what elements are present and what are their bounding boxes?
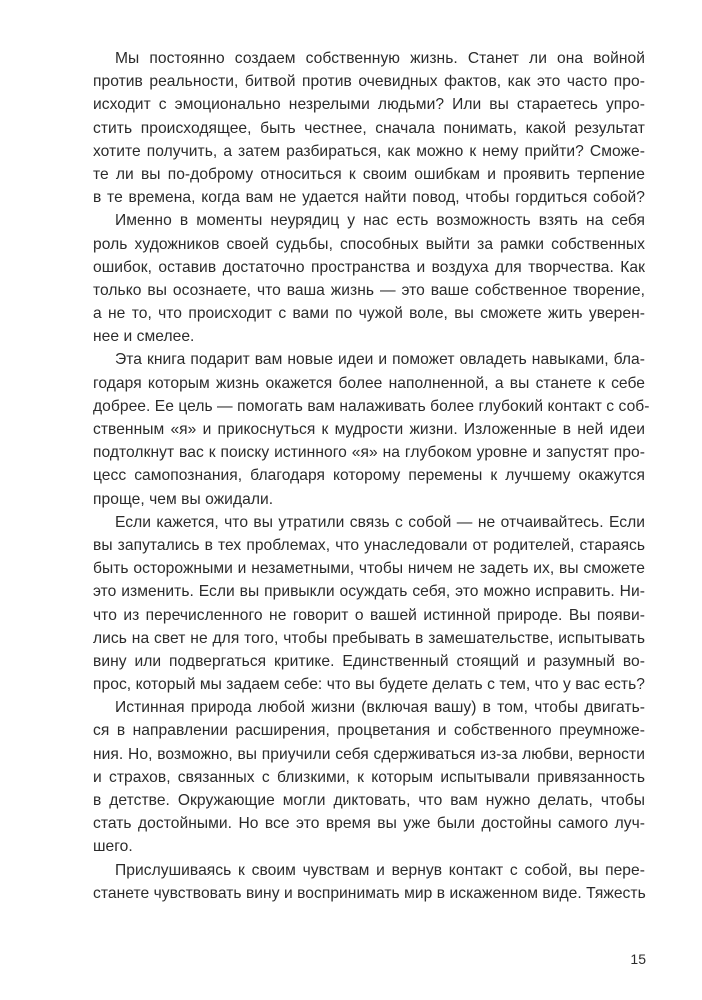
text-line: против реальности, битвой против очевидных фактов, как это часто про- [93,73,645,91]
text-line: исходит с эмоционально незрелыми людьми? Или вы стараетесь упро- [93,96,645,114]
text-line: только вы осознаете, что ваша жизнь — это ваше собственное творение, [93,281,645,299]
text-line: те ли вы по-доброму относиться к своим ошибкам и проявить терпение [93,165,645,183]
text-line: Мы постоянно создаем собственную жизнь. Станет ли она войной [115,50,645,67]
text-line: вы запутались в тех проблемах, что унаследовали от родителей, стараясь [93,536,645,554]
text-line: шего. [93,838,133,856]
text-line: проще, чем вы ожидали. [93,490,274,508]
text-line: цесс самопознания, благодаря которому перемены к лучшему окажутся [93,467,645,485]
text-line: нее и смелее. [93,328,195,346]
text-line: Эта книга подарит вам новые идеи и поможет овладеть навыками, бла- [115,351,645,369]
text-line: ственным «я» и прикоснуться к мудрости жизни. Изложенные в ней идеи [93,421,645,438]
text-line: что из перечисленного не говорит о вашей истинной природе. Вы появи- [93,606,645,624]
text-line: быть осторожными и незаметными, чтобы ничем не задеть их, вы сможете [93,560,645,578]
text-line: подтолкнут вас к поиску истинного «я» на глубоком уровне и запустят про- [93,444,645,462]
text-line: роль художников своей судьбы, способных выйти за рамки собственных [93,235,645,253]
text-line: в те времена, когда вам не удается найти повод, чтобы гордиться собой? [93,189,645,207]
text-line: в детстве. Окружающие могли диктовать, что вам нужно делать, чтобы [93,792,645,809]
text-line: стить происходящее, быть честнее, сначала понимать, какой результат [93,119,645,137]
text-line: Именно в моменты неурядиц у нас есть возможность взять на себя [115,212,645,230]
text-line: лись на свет не для того, чтобы пребывать в замешательстве, испытывать [93,629,645,647]
text-line: и страхов, связанных с близкими, к которым испытывали привязанность [93,768,645,786]
text-line: ния. Но, возможно, вы приучили себя сдерживаться из-за любви, верности [93,745,645,763]
text-line: вину или подвергаться критике. Единственный стоящий и разумный во- [93,652,645,670]
text-line: Истинная природа любой жизни (включая вашу) в том, чтобы двигать- [115,699,645,717]
page-number: 15 [630,951,646,967]
text-line: Прислушиваясь к своим чувствам и вернув контакт с собой, вы пере- [115,861,645,879]
text-line: добрее. Ее цель — помогать вам налаживать более глубокий контакт с соб- [93,397,650,415]
text-line: а не то, что происходит с вами по чужой воле, вы сможете жить уверен- [93,305,645,323]
text-line: годаря которым жизнь окажется более наполненной, а вы станете к себе [93,374,645,392]
text-line: ошибок, оставив достаточно пространства и воздуха для творчества. Как [93,258,645,276]
text-line: прос, который мы задаем себе: что вы будете делать с тем, что у вас есть? [93,676,645,694]
body-text [93,47,650,905]
text-line: хотите получить, а затем разбираться, как можно к нему прийти? Сможе- [93,142,645,160]
text-line: стать достойными. Но все это время вы уже были достойны самого луч- [93,815,645,833]
text-line: станете чувствовать вину и воспринимать мир в искаженном виде. Тяжесть [93,884,646,902]
text-line: ся в направлении расширения, процветания и собственного преумноже- [93,722,645,740]
text-line: это изменить. Если вы привыкли осуждать себя, это можно исправить. Ни- [93,583,645,601]
text-line: Если кажется, что вы утратили связь с собой — не отчаивайтесь. Если [115,513,645,531]
